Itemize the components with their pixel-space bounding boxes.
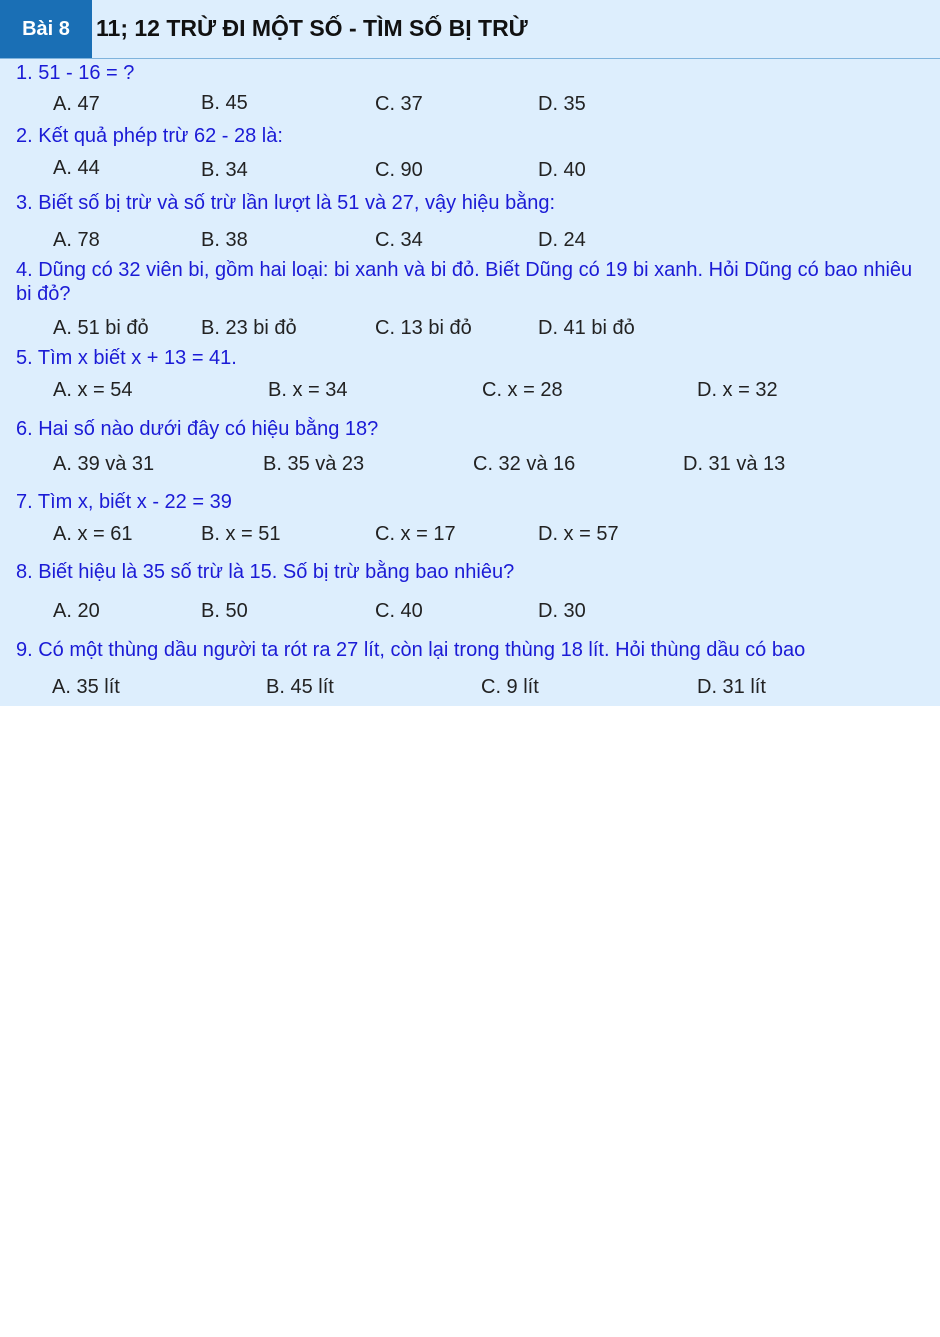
question-2-option-b: B. 34 [201, 159, 248, 181]
question-5-option-a: A. x = 54 [53, 379, 133, 401]
question-5-option-b: B. x = 34 [268, 379, 348, 401]
question-7-option-d: D. x = 57 [538, 523, 619, 545]
question-9-option-a: A. 35 lít [52, 676, 120, 698]
question-8-option-d: D. 30 [538, 600, 586, 622]
question-6-option-c: C. 32 và 16 [473, 453, 576, 475]
question-5-option-c: C. x = 28 [482, 379, 563, 401]
question-1-option-b: B. 45 [201, 92, 248, 114]
question-9-option-c: C. 9 lít [481, 676, 539, 698]
lesson-header [0, 0, 940, 59]
question-3-option-a: A. 78 [53, 229, 100, 251]
question-1-option-d: D. 35 [538, 93, 586, 115]
question-1-option-c: C. 37 [375, 93, 423, 115]
question-6-text: 6. Hai số nào dưới đây có hiệu bằng 18? [16, 418, 379, 440]
question-7-text: 7. Tìm x, biết x - 22 = 39 [16, 491, 232, 513]
question-6-option-b: B. 35 và 23 [263, 453, 365, 475]
question-2-option-d: D. 40 [538, 159, 586, 181]
question-5-option-d: D. x = 32 [697, 379, 778, 401]
question-7-option-c: C. x = 17 [375, 523, 456, 545]
question-8-option-c: C. 40 [375, 600, 423, 622]
question-3-text: 3. Biết số bị trừ và số trừ lần lượt là 51 và 27, vậy hiệu bằng: [16, 192, 556, 214]
question-5-text: 5. Tìm x biết x + 13 = 41. [16, 347, 237, 369]
question-2-option-a: A. 44 [53, 157, 100, 179]
question-2-text: 2. Kết quả phép trừ 62 - 28 là: [16, 125, 283, 147]
question-4-option-b: B. 23 bi đỏ [201, 317, 297, 339]
question-8-option-a: A. 20 [53, 600, 100, 622]
question-7-option-b: B. x = 51 [201, 523, 281, 545]
question-4-option-c: C. 13 bi đỏ [375, 317, 472, 339]
question-9-text: 9. Có một thùng dầu người ta rót ra 27 lít, còn lại trong thùng 18 lít. Hỏi thùng dầu có bao [16, 639, 806, 661]
lesson-badge: Bài 8 [0, 0, 92, 58]
question-8-text: 8. Biết hiệu là 35 số trừ là 15. Số bị trừ bằng bao nhiêu? [16, 561, 515, 583]
question-9-option-b: B. 45 lít [266, 676, 334, 698]
question-1-text: 1. 51 - 16 = ? [16, 62, 135, 84]
question-9-option-d: D. 31 lít [697, 676, 766, 698]
question-4-option-d: D. 41 bi đỏ [538, 317, 635, 339]
question-3-option-d: D. 24 [538, 229, 586, 251]
question-3-option-b: B. 38 [201, 229, 248, 251]
question-4-option-a: A. 51 bi đỏ [53, 317, 149, 339]
question-1-option-a: A. 47 [53, 93, 100, 115]
question-7-option-a: A. x = 61 [53, 523, 133, 545]
question-4-text: 4. Dũng có 32 viên bi, gồm hai loại: bi xanh và bi đỏ. Biết Dũng có 19 bi xanh. Hỏi Dũng có bao nhiêu bi đỏ? [16, 259, 913, 305]
question-6-option-d: D. 31 và 13 [683, 453, 786, 475]
lesson-title: 11; 12 TRỪ ĐI MỘT SỐ - TÌM SỐ BỊ TRỪ [96, 15, 528, 41]
question-6-option-a: A. 39 và 31 [53, 453, 155, 475]
question-3-option-c: C. 34 [375, 229, 423, 251]
question-2-option-c: C. 90 [375, 159, 423, 181]
question-8-option-b: B. 50 [201, 600, 248, 622]
